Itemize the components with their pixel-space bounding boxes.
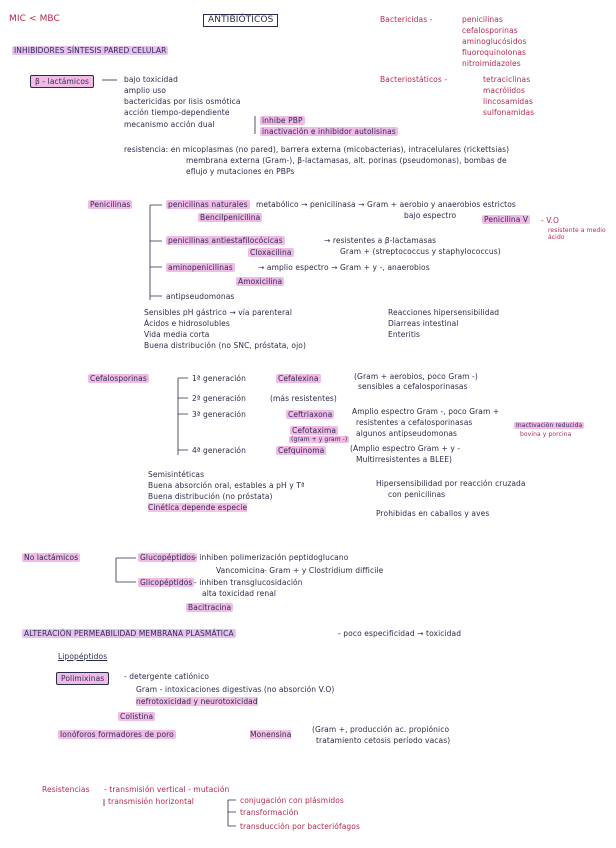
resistance-line: resistencia: en micoplasmas (no pared), barrera externa (micobacterias), intracelulares (rickettsias) <box>124 145 510 154</box>
cephalosporin-adverse: Prohibidas en caballos y aves <box>376 509 490 518</box>
gen3-desc: Amplio espectro Gram -, poco Gram + <box>352 407 500 416</box>
gen3-desc3: algunos antipseudomonas <box>356 429 458 438</box>
penicillins-label: Penicilinas <box>90 200 131 209</box>
resistance-line: eflujo y mutaciones en PBPs <box>186 167 295 176</box>
natural-penicillins: penicilinas naturales <box>168 200 248 209</box>
glucopeptides: Glucopéptidos <box>140 553 196 562</box>
bacteriostaticos-item: macrólidos <box>483 86 525 95</box>
beta-prop: bactericidas por lisis osmótica <box>124 97 241 106</box>
bactericidas-label: Bactericidas - <box>380 15 433 24</box>
horizontal-item: transformación <box>240 808 299 817</box>
gen3-drug: Ceftriaxona <box>288 410 333 419</box>
glicopeptides: Glicopéptidos <box>140 578 193 587</box>
section-heading-membrane: ALTERACIÓN PERMEABILIDAD MEMBRANA PLASMÁTICA <box>24 629 234 638</box>
penicillin-prop: Ácidos e hidrosolubles <box>144 319 230 328</box>
penicillin-adverse: Diarreas intestinal <box>388 319 459 328</box>
cephalosporin-prop: Semisintéticas <box>148 470 205 479</box>
bacteriostaticos-label: Bacteriostáticos - <box>380 75 448 84</box>
page-title: ANTIBIÓTICOS <box>203 14 278 27</box>
bactericidas-item: fluoroquinolonas <box>462 48 527 57</box>
natural-penicillins-desc2: bajo espectro <box>404 211 457 220</box>
aminopenicillins-desc: → amplio espectro → Gram + y -, anaerobios <box>258 263 430 272</box>
gen1-drug: Cefalexina <box>278 374 319 383</box>
cloxacilina: Cloxacilina <box>250 248 292 257</box>
antipseudomonas: antipseudomonas <box>166 292 235 301</box>
amoxicilina: Amoxicilina <box>238 277 283 286</box>
penicilina-v: Penicilina V <box>484 215 529 224</box>
monensina-desc2: tratamiento cetosis período vacas) <box>316 736 451 745</box>
beta-prop: amplio uso <box>124 86 167 95</box>
penicillin-adverse: Enteritis <box>388 330 421 339</box>
gen1-desc: (Gram + aerobios, poco Gram -) <box>354 372 478 381</box>
penicillin-adverse: Reacciones hipersensibilidad <box>388 308 500 317</box>
gen4-drug: Cefquinoma <box>278 446 325 455</box>
mechanism-item: inactivación e inhibidor autolisinas <box>262 127 396 136</box>
natural-penicillins-desc: metabólico → penicilinasa → Gram + aerobio y anaerobios estrictos <box>256 200 516 209</box>
non-lactam-label: No lactámicos <box>24 553 79 562</box>
gen3-side-note2: bovina y porcina <box>520 431 572 438</box>
polimixinas-desc3: nefrotoxicidad y neurotoxicidad <box>136 697 258 706</box>
monensina: Monensina <box>250 730 292 739</box>
polimixinas-desc2: Gram - intoxicaciones digestivas (no absorción V.O) <box>136 685 335 694</box>
bactericidas-item: penicilinas <box>462 15 503 24</box>
vertical-transmission: - transmisión vertical - mutación <box>104 785 230 794</box>
bacteriostaticos-item: sulfonamidas <box>483 108 535 117</box>
ionophores: Ionóforos formadores de poro <box>60 730 174 739</box>
gen3-label: 3ª generación <box>192 410 246 419</box>
cephalosporin-prop: Buena distribución (no próstata) <box>148 492 273 501</box>
cephalosporin-adverse: con penicilinas <box>388 490 446 499</box>
vancomicina-desc: - Gram + y Clostridium difficile <box>264 566 384 575</box>
glucopeptides-desc: - inhiben polimerización peptidoglucano <box>194 553 349 562</box>
bactericidas-item: cefalosporinas <box>462 26 518 35</box>
horizontal-transmission: transmisión horizontal <box>108 797 194 806</box>
acid-resistant-note: resistente a medio ácido <box>548 227 606 241</box>
bencilpenicilina: Bencilpenicilina <box>200 213 261 222</box>
gen1-label: 1ª generación <box>192 374 246 383</box>
aminopenicillins: aminopenicilinas <box>168 263 233 272</box>
bactericidas-item: nitroimidazoles <box>462 59 521 68</box>
monensina-desc: (Gram +, producción ac. propiónico <box>312 725 450 734</box>
antistaph-penicillins: penicilinas antiestafilocócicas <box>168 236 283 245</box>
polimixinas-desc: - detergente catiónico <box>124 672 210 681</box>
gen4-desc2: Multirresistentes a BLEE) <box>356 455 453 464</box>
cephalosporin-prop: Buena absorción oral, estables a pH y Tª <box>148 481 305 490</box>
resistance-line: membrana externa (Gram-), β-lactamasas, alt. porinas (pseudomonas), bombas de <box>186 156 507 165</box>
antistaph-desc2: Gram + (streptococcus y staphylococcus) <box>340 247 501 256</box>
cephalosporins-label: Cefalosporinas <box>90 374 147 383</box>
colistina: Colistina <box>120 712 154 721</box>
bacteriostaticos-item: tetraciclinas <box>483 75 531 84</box>
bactericidas-item: aminoglucósidos <box>462 37 527 46</box>
section-heading-membrane-note: - poco especificidad → toxicidad <box>338 629 462 638</box>
glicopeptides-desc2: alta toxicidad renal <box>202 589 277 598</box>
gen4-desc: (Amplio espectro Gram + y - <box>350 444 461 453</box>
polimixinas: Polimixinas <box>56 672 109 685</box>
section-heading-cell-wall: INHIBIDORES SÍNTESIS PARED CELULAR <box>14 46 167 55</box>
bacteriostaticos-item: lincosamidas <box>483 97 533 106</box>
gen3-note: (gram + y gram -) <box>291 436 348 443</box>
penicillin-prop: Vida media corta <box>144 330 210 339</box>
penicillin-prop: Sensibles pH gástrico → vía parenteral <box>144 308 293 317</box>
gen3-side-note: Inactivación reducida <box>516 422 583 429</box>
mechanism-label: mecanismo acción dual <box>124 120 215 129</box>
gen2-desc: (más resistentes) <box>270 394 337 403</box>
gen3-desc2: resistentes a cefalosporinasas <box>356 418 473 427</box>
beta-lactam-label: β - lactámicos <box>30 75 94 88</box>
resistance-label: Resistencias <box>42 785 90 794</box>
cephalosporin-adverse: Hipersensibilidad por reacción cruzada <box>376 479 526 488</box>
penicillin-prop: Buena distribución (no SNC, próstata, ojo) <box>144 341 306 350</box>
vancomicina: Vancomicina <box>216 566 265 575</box>
beta-prop: bajo toxicidad <box>124 75 178 84</box>
glicopeptides-desc: - inhiben transglucosidación <box>194 578 303 587</box>
bacitracina: Bacitracina <box>188 603 232 612</box>
gen1-desc2: sensibles a cefalosporinasas <box>358 382 468 391</box>
vo-note: - V.O <box>541 216 560 225</box>
gen2-label: 2ª generación <box>192 394 246 403</box>
beta-prop: acción tiempo-dependiente <box>124 108 230 117</box>
lipopeptides: Lipopéptidos <box>58 652 108 661</box>
mechanism-item: inhibe PBP <box>262 116 303 125</box>
cephalosporin-prop: Cinética depende especie <box>148 503 248 512</box>
gen3-drug2: Cefotaxima <box>292 426 337 435</box>
horizontal-item: transducción por bacteriófagos <box>240 822 360 831</box>
mic-mbc-note: MIC < MBC <box>9 14 60 24</box>
antistaph-desc: → resistentes a β-lactamasas <box>324 236 437 245</box>
horizontal-item: conjugación con plásmidos <box>240 796 344 805</box>
gen4-label: 4ª generación <box>192 446 246 455</box>
